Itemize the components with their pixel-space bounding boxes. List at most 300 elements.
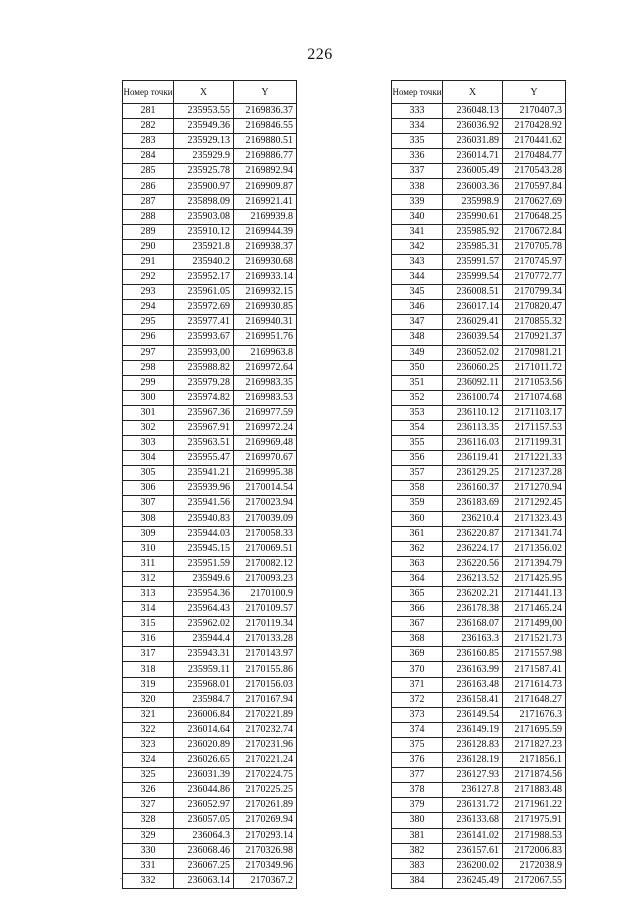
table-row <box>392 571 566 586</box>
point-number-cell: 293 <box>123 285 174 300</box>
table-row <box>123 270 297 285</box>
point-number-cell: 303 <box>123 436 174 451</box>
y-coordinate-cell: 2171587.41 <box>503 662 566 677</box>
x-coordinate-cell: 235939.96 <box>174 481 234 496</box>
table-row <box>123 496 297 511</box>
table-row <box>392 481 566 496</box>
x-coordinate-cell: 236064.3 <box>174 828 234 843</box>
y-coordinate-cell: 2170367.2 <box>234 873 297 888</box>
x-coordinate-cell: 235972.69 <box>174 300 234 315</box>
y-coordinate-cell: 2170349.96 <box>234 858 297 873</box>
point-number-cell: 372 <box>392 692 443 707</box>
y-coordinate-cell: 2169995.38 <box>234 466 297 481</box>
y-coordinate-cell: 2171695.59 <box>503 722 566 737</box>
x-coordinate-cell: 236202.21 <box>443 587 503 602</box>
table-row <box>392 104 566 119</box>
point-number-cell: 319 <box>123 677 174 692</box>
table-row <box>392 285 566 300</box>
x-coordinate-cell: 235921.8 <box>174 239 234 254</box>
x-coordinate-cell: 235968.01 <box>174 677 234 692</box>
x-coordinate-cell: 235967.36 <box>174 405 234 420</box>
y-coordinate-cell: 2169972.24 <box>234 420 297 435</box>
point-number-cell: 286 <box>123 179 174 194</box>
y-coordinate-cell: 2170326.98 <box>234 843 297 858</box>
y-coordinate-cell: 2170109.57 <box>234 602 297 617</box>
point-number-cell: 302 <box>123 420 174 435</box>
table-row <box>392 209 566 224</box>
table-row <box>392 541 566 556</box>
x-coordinate-cell: 236092.11 <box>443 375 503 390</box>
table-row <box>392 587 566 602</box>
point-number-cell: 346 <box>392 300 443 315</box>
y-coordinate-cell: 2171221.33 <box>503 451 566 466</box>
table-row <box>123 134 297 149</box>
x-coordinate-cell: 236178.38 <box>443 602 503 617</box>
y-coordinate-cell: 2172006.83 <box>503 843 566 858</box>
point-number-cell: 334 <box>392 119 443 134</box>
point-number-cell: 289 <box>123 224 174 239</box>
x-coordinate-cell: 235974.82 <box>174 390 234 405</box>
y-coordinate-cell: 2169886.77 <box>234 149 297 164</box>
x-coordinate-cell: 236213.52 <box>443 571 503 586</box>
point-number-cell: 330 <box>123 843 174 858</box>
table-row <box>392 119 566 134</box>
y-coordinate-cell: 2171499,00 <box>503 617 566 632</box>
x-coordinate-cell: 236245.49 <box>443 873 503 888</box>
y-coordinate-cell: 2171394.79 <box>503 556 566 571</box>
point-number-cell: 354 <box>392 420 443 435</box>
table-row <box>392 873 566 888</box>
table-row <box>123 722 297 737</box>
point-number-cell: 369 <box>392 647 443 662</box>
point-number-cell: 313 <box>123 587 174 602</box>
point-number-cell: 295 <box>123 315 174 330</box>
table-row <box>123 239 297 254</box>
point-number-cell: 349 <box>392 345 443 360</box>
point-number-cell: 332 <box>123 873 174 888</box>
point-number-cell: 314 <box>123 602 174 617</box>
table-row <box>123 526 297 541</box>
table-header-row <box>392 81 566 104</box>
table-row <box>123 707 297 722</box>
table-row <box>392 647 566 662</box>
point-number-cell: 294 <box>123 300 174 315</box>
table-row <box>392 451 566 466</box>
table-row <box>123 481 297 496</box>
y-coordinate-cell: 2170597.84 <box>503 179 566 194</box>
x-coordinate-cell: 236133.68 <box>443 813 503 828</box>
x-coordinate-cell: 235953.55 <box>174 104 234 119</box>
y-coordinate-cell: 2170155.86 <box>234 662 297 677</box>
x-coordinate-cell: 236160.85 <box>443 647 503 662</box>
point-number-cell: 324 <box>123 753 174 768</box>
point-number-cell: 382 <box>392 843 443 858</box>
point-number-cell: 301 <box>123 405 174 420</box>
x-coordinate-cell: 235963.51 <box>174 436 234 451</box>
y-coordinate-cell: 2170014.54 <box>234 481 297 496</box>
point-number-cell: 308 <box>123 511 174 526</box>
x-coordinate-cell: 236100.74 <box>443 390 503 405</box>
y-coordinate-cell: 2170293.14 <box>234 828 297 843</box>
y-coordinate-cell: 2170156.03 <box>234 677 297 692</box>
point-number-cell: 341 <box>392 224 443 239</box>
point-number-cell: 365 <box>392 587 443 602</box>
y-coordinate-cell: 2171614.73 <box>503 677 566 692</box>
y-coordinate-cell: 2170705.78 <box>503 239 566 254</box>
point-number-cell: 353 <box>392 405 443 420</box>
point-number-cell: 358 <box>392 481 443 496</box>
x-coordinate-cell: 235929.9 <box>174 149 234 164</box>
table-row <box>392 496 566 511</box>
x-coordinate-cell: 236128.19 <box>443 753 503 768</box>
y-coordinate-cell: 2172038.9 <box>503 858 566 873</box>
point-number-cell: 284 <box>123 149 174 164</box>
y-coordinate-cell: 2170799.34 <box>503 285 566 300</box>
y-coordinate-cell: 2171441.13 <box>503 587 566 602</box>
x-coordinate-cell: 236067.25 <box>174 858 234 873</box>
table-row <box>392 466 566 481</box>
table-row <box>123 179 297 194</box>
y-coordinate-cell: 2171883.48 <box>503 783 566 798</box>
point-number-cell: 292 <box>123 270 174 285</box>
table-row <box>123 753 297 768</box>
x-coordinate-cell: 236224.17 <box>443 541 503 556</box>
x-coordinate-cell: 236052.02 <box>443 345 503 360</box>
table-row <box>392 707 566 722</box>
y-coordinate-cell: 2170133.28 <box>234 632 297 647</box>
y-coordinate-cell: 2171975.91 <box>503 813 566 828</box>
point-number-cell: 306 <box>123 481 174 496</box>
y-coordinate-cell: 2171053.56 <box>503 375 566 390</box>
y-coordinate-cell: 2170039.09 <box>234 511 297 526</box>
y-coordinate-cell: 2170058.33 <box>234 526 297 541</box>
point-number-cell: 283 <box>123 134 174 149</box>
x-coordinate-cell: 236158.41 <box>443 692 503 707</box>
x-header: X <box>443 81 503 104</box>
table-row <box>392 360 566 375</box>
y-coordinate-cell: 2171323.43 <box>503 511 566 526</box>
point-number-cell: 356 <box>392 451 443 466</box>
table-row <box>123 692 297 707</box>
y-coordinate-cell: 2169944.39 <box>234 224 297 239</box>
y-coordinate-cell: 2170981.21 <box>503 345 566 360</box>
point-number-cell: 361 <box>392 526 443 541</box>
x-coordinate-cell: 236003.36 <box>443 179 503 194</box>
x-header: X <box>174 81 234 104</box>
y-coordinate-cell: 2171157.53 <box>503 420 566 435</box>
point-number-cell: 318 <box>123 662 174 677</box>
table-row <box>392 254 566 269</box>
table-row <box>392 436 566 451</box>
x-coordinate-cell: 235954.36 <box>174 587 234 602</box>
y-coordinate-cell: 2171199.31 <box>503 436 566 451</box>
y-coordinate-cell: 2169836.37 <box>234 104 297 119</box>
x-coordinate-cell: 236036.92 <box>443 119 503 134</box>
point-number-cell: 317 <box>123 647 174 662</box>
table-row <box>123 375 297 390</box>
y-coordinate-cell: 2170221.89 <box>234 707 297 722</box>
y-coordinate-cell: 2169930.68 <box>234 254 297 269</box>
table-row <box>392 556 566 571</box>
y-coordinate-cell: 2171292.45 <box>503 496 566 511</box>
table-row <box>392 858 566 873</box>
table-row <box>123 466 297 481</box>
x-coordinate-cell: 235979.28 <box>174 375 234 390</box>
x-coordinate-cell: 235962.02 <box>174 617 234 632</box>
point-number-header: Номер точки <box>123 81 174 104</box>
x-coordinate-cell: 235940.2 <box>174 254 234 269</box>
x-coordinate-cell: 236026.65 <box>174 753 234 768</box>
table-row <box>123 436 297 451</box>
scan-speck <box>120 878 122 879</box>
table-row <box>123 390 297 405</box>
y-coordinate-cell: 2170407.3 <box>503 104 566 119</box>
table-row <box>123 164 297 179</box>
point-number-cell: 291 <box>123 254 174 269</box>
point-number-cell: 375 <box>392 737 443 752</box>
x-coordinate-cell: 236116.03 <box>443 436 503 451</box>
y-coordinate-cell: 2171356.02 <box>503 541 566 556</box>
point-number-cell: 370 <box>392 662 443 677</box>
point-number-cell: 355 <box>392 436 443 451</box>
y-header: Y <box>234 81 297 104</box>
x-coordinate-cell: 236168.07 <box>443 617 503 632</box>
x-coordinate-cell: 236157.61 <box>443 843 503 858</box>
table-row <box>392 194 566 209</box>
table-row <box>123 873 297 888</box>
table-row <box>123 677 297 692</box>
table-row <box>392 330 566 345</box>
table-row <box>392 239 566 254</box>
x-coordinate-cell: 236183.69 <box>443 496 503 511</box>
x-coordinate-cell: 236057.05 <box>174 813 234 828</box>
table-row <box>123 587 297 602</box>
point-number-cell: 371 <box>392 677 443 692</box>
y-coordinate-cell: 2169977.59 <box>234 405 297 420</box>
point-number-cell: 347 <box>392 315 443 330</box>
table-row <box>123 541 297 556</box>
y-coordinate-cell: 2169939.8 <box>234 209 297 224</box>
table-row <box>123 662 297 677</box>
y-coordinate-cell: 2171270.94 <box>503 481 566 496</box>
table-row <box>123 571 297 586</box>
x-coordinate-cell: 236020.89 <box>174 737 234 752</box>
x-coordinate-cell: 236063.14 <box>174 873 234 888</box>
point-number-cell: 336 <box>392 149 443 164</box>
table-row <box>123 511 297 526</box>
y-coordinate-cell: 2169940.31 <box>234 315 297 330</box>
table-row <box>392 783 566 798</box>
y-coordinate-cell: 2169932.15 <box>234 285 297 300</box>
x-coordinate-cell: 236005.49 <box>443 164 503 179</box>
point-number-cell: 366 <box>392 602 443 617</box>
y-coordinate-cell: 2171521.73 <box>503 632 566 647</box>
table-row <box>123 737 297 752</box>
x-coordinate-cell: 236052.97 <box>174 798 234 813</box>
table-row <box>392 632 566 647</box>
y-coordinate-cell: 2169983.35 <box>234 375 297 390</box>
table-row <box>123 617 297 632</box>
point-number-cell: 352 <box>392 390 443 405</box>
y-coordinate-cell: 2169972.64 <box>234 360 297 375</box>
table-row <box>392 677 566 692</box>
table-row <box>123 149 297 164</box>
y-header: Y <box>503 81 566 104</box>
x-coordinate-cell: 235941.21 <box>174 466 234 481</box>
y-coordinate-cell: 2171341.74 <box>503 526 566 541</box>
x-coordinate-cell: 236039.54 <box>443 330 503 345</box>
y-coordinate-cell: 2170231.96 <box>234 737 297 752</box>
point-number-cell: 311 <box>123 556 174 571</box>
table-row <box>392 405 566 420</box>
table-row <box>123 556 297 571</box>
point-number-cell: 333 <box>392 104 443 119</box>
x-coordinate-cell: 235929.13 <box>174 134 234 149</box>
table-row <box>392 375 566 390</box>
point-number-cell: 383 <box>392 858 443 873</box>
table-row <box>392 149 566 164</box>
table-row <box>392 798 566 813</box>
point-number-cell: 300 <box>123 390 174 405</box>
point-number-cell: 325 <box>123 768 174 783</box>
y-coordinate-cell: 2170119.34 <box>234 617 297 632</box>
point-number-cell: 376 <box>392 753 443 768</box>
point-number-cell: 321 <box>123 707 174 722</box>
y-coordinate-cell: 2169921.41 <box>234 194 297 209</box>
point-number-cell: 281 <box>123 104 174 119</box>
point-number-cell: 323 <box>123 737 174 752</box>
x-coordinate-cell: 236031.39 <box>174 768 234 783</box>
table-row <box>123 451 297 466</box>
table-row <box>392 134 566 149</box>
table-row <box>392 300 566 315</box>
y-coordinate-cell: 2171648.27 <box>503 692 566 707</box>
point-number-cell: 315 <box>123 617 174 632</box>
x-coordinate-cell: 236006.84 <box>174 707 234 722</box>
y-coordinate-cell: 2170672.84 <box>503 224 566 239</box>
x-coordinate-cell: 235951.59 <box>174 556 234 571</box>
y-coordinate-cell: 2171557.98 <box>503 647 566 662</box>
point-number-cell: 368 <box>392 632 443 647</box>
point-number-cell: 335 <box>392 134 443 149</box>
x-coordinate-cell: 236128.83 <box>443 737 503 752</box>
x-coordinate-cell: 235985.31 <box>443 239 503 254</box>
point-number-cell: 328 <box>123 813 174 828</box>
table-row <box>123 209 297 224</box>
y-coordinate-cell: 2171827.23 <box>503 737 566 752</box>
x-coordinate-cell: 235985.92 <box>443 224 503 239</box>
table-row <box>392 224 566 239</box>
x-coordinate-cell: 236029.41 <box>443 315 503 330</box>
x-coordinate-cell: 236044.86 <box>174 783 234 798</box>
point-number-cell: 345 <box>392 285 443 300</box>
y-coordinate-cell: 2171425.95 <box>503 571 566 586</box>
y-coordinate-cell: 2169933.14 <box>234 270 297 285</box>
x-coordinate-cell: 235993.67 <box>174 330 234 345</box>
table-row <box>392 602 566 617</box>
y-coordinate-cell: 2169880.51 <box>234 134 297 149</box>
point-number-cell: 381 <box>392 828 443 843</box>
table-row <box>123 858 297 873</box>
point-number-cell: 363 <box>392 556 443 571</box>
y-coordinate-cell: 2170232.74 <box>234 722 297 737</box>
y-coordinate-cell: 2169969.48 <box>234 436 297 451</box>
y-coordinate-cell: 2170428.92 <box>503 119 566 134</box>
x-coordinate-cell: 235999.54 <box>443 270 503 285</box>
x-coordinate-cell: 236160.37 <box>443 481 503 496</box>
table-row <box>123 345 297 360</box>
y-coordinate-cell: 2170745.97 <box>503 254 566 269</box>
point-number-cell: 287 <box>123 194 174 209</box>
x-coordinate-cell: 236127.93 <box>443 768 503 783</box>
y-coordinate-cell: 2170225.25 <box>234 783 297 798</box>
point-number-cell: 379 <box>392 798 443 813</box>
x-coordinate-cell: 236048.13 <box>443 104 503 119</box>
y-coordinate-cell: 2169983.53 <box>234 390 297 405</box>
x-coordinate-cell: 236163.3 <box>443 632 503 647</box>
table-row <box>392 828 566 843</box>
table-row <box>392 270 566 285</box>
point-number-cell: 285 <box>123 164 174 179</box>
table-row <box>123 254 297 269</box>
table-row <box>123 647 297 662</box>
y-coordinate-cell: 2170261.89 <box>234 798 297 813</box>
x-coordinate-cell: 235910.12 <box>174 224 234 239</box>
x-coordinate-cell: 236220.56 <box>443 556 503 571</box>
y-coordinate-cell: 2170023.94 <box>234 496 297 511</box>
y-coordinate-cell: 2170820.47 <box>503 300 566 315</box>
x-coordinate-cell: 236163.48 <box>443 677 503 692</box>
point-number-cell: 290 <box>123 239 174 254</box>
point-number-cell: 338 <box>392 179 443 194</box>
y-coordinate-cell: 2171074.68 <box>503 390 566 405</box>
point-number-cell: 360 <box>392 511 443 526</box>
point-number-cell: 340 <box>392 209 443 224</box>
y-coordinate-cell: 2169963.8 <box>234 345 297 360</box>
y-coordinate-cell: 2170069.51 <box>234 541 297 556</box>
table-row <box>123 119 297 134</box>
y-coordinate-cell: 2170772.77 <box>503 270 566 285</box>
x-coordinate-cell: 235955.47 <box>174 451 234 466</box>
table-row <box>123 315 297 330</box>
x-coordinate-cell: 235964.43 <box>174 602 234 617</box>
y-coordinate-cell: 2170167.94 <box>234 692 297 707</box>
point-number-cell: 322 <box>123 722 174 737</box>
table-row <box>392 315 566 330</box>
point-number-cell: 299 <box>123 375 174 390</box>
x-coordinate-cell: 236113.35 <box>443 420 503 435</box>
y-coordinate-cell: 2170221.24 <box>234 753 297 768</box>
point-number-cell: 373 <box>392 707 443 722</box>
x-coordinate-cell: 236163.99 <box>443 662 503 677</box>
x-coordinate-cell: 235967.91 <box>174 420 234 435</box>
table-row <box>392 345 566 360</box>
y-coordinate-cell: 2171465.24 <box>503 602 566 617</box>
table-row <box>123 828 297 843</box>
table-row <box>392 390 566 405</box>
table-row <box>392 843 566 858</box>
table-row <box>123 300 297 315</box>
page-number: 226 <box>307 46 333 63</box>
point-number-header: Номер точки <box>392 81 443 104</box>
point-number-cell: 307 <box>123 496 174 511</box>
x-coordinate-cell: 235959.11 <box>174 662 234 677</box>
y-coordinate-cell: 2170082.12 <box>234 556 297 571</box>
point-number-cell: 312 <box>123 571 174 586</box>
y-coordinate-cell: 2172067.55 <box>503 873 566 888</box>
table-row <box>123 813 297 828</box>
table-row <box>123 194 297 209</box>
